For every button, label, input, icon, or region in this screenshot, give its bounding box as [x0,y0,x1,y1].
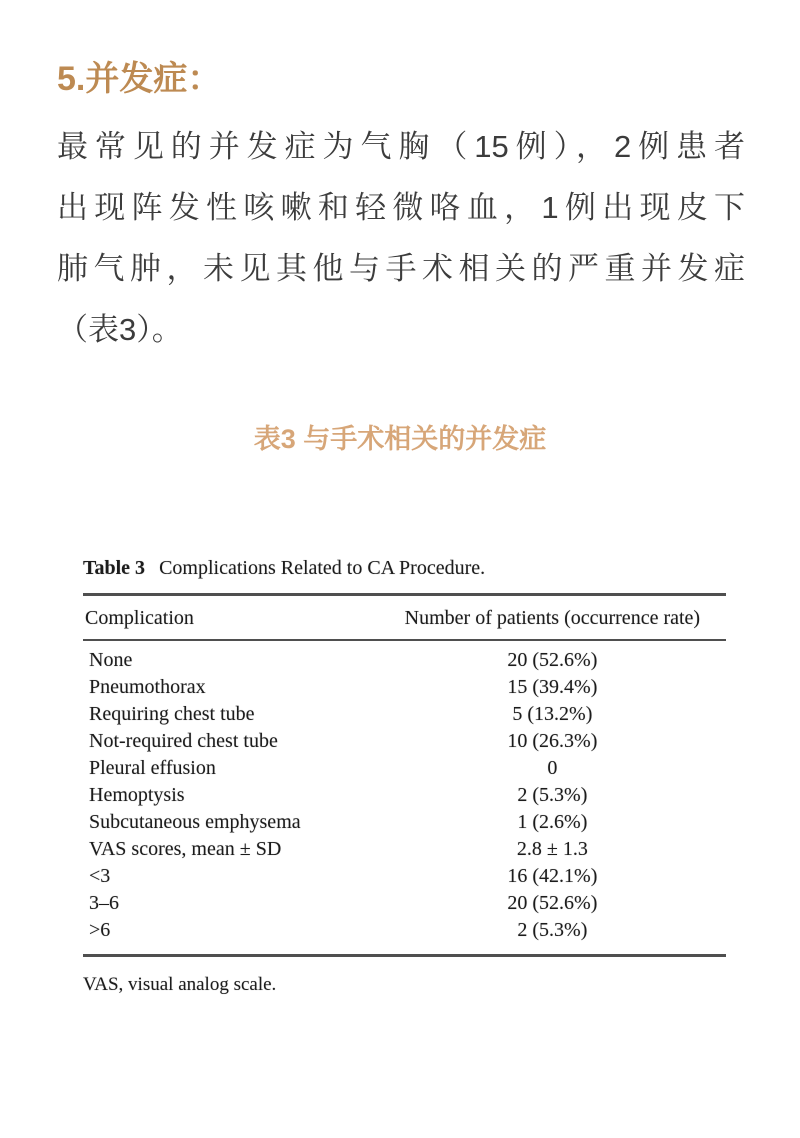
cell-complication: Not-required chest tube [89,730,278,752]
cell-value: 2.8 ± 1.3 [516,838,588,860]
cell-value: 2 (5.3%) [517,919,588,941]
cell-value: 16 (42.1%) [507,865,598,887]
table-header-row [83,596,726,639]
table-caption [83,556,726,580]
table-row [83,701,726,728]
cell-complication: Pneumothorax [89,676,206,698]
table-subtitle-cn: 表3 与手术相关的并发症 [253,424,547,454]
cell-value: 2 (5.3%) [517,784,588,806]
table-body [83,641,726,954]
table-row [83,809,726,836]
cell-complication: <3 [89,865,111,887]
cell-complication: Pleural effusion [89,757,216,779]
table-row [83,728,726,755]
paragraph-line: （表3）。 [57,312,183,347]
cell-value: 1 (2.6%) [517,811,588,833]
cell-complication: Subcutaneous emphysema [89,811,301,833]
paragraph-line: 最常见的并发症为气胸（15例），2例患者 [57,129,745,164]
column-header-number-of-patients: Number of patients (occurrence rate) [404,607,701,629]
cell-complication: Requiring chest tube [89,703,255,725]
column-header-complication: Complication [85,607,194,629]
cell-complication: Hemoptysis [89,784,185,806]
cell-complication: None [89,649,133,671]
table-caption-label: Table 3 [83,557,146,579]
table-row [83,647,726,674]
table-row [83,917,726,944]
body-paragraph [57,116,745,360]
cell-value: 20 (52.6%) [507,892,598,914]
cell-value: 20 (52.6%) [507,649,598,671]
cell-value: 15 (39.4%) [507,676,598,698]
table-row [83,863,726,890]
cell-value: 10 (26.3%) [507,730,598,752]
table-row [83,890,726,917]
table-row [83,674,726,701]
paragraph-line: 出现阵发性咳嗽和轻微咯血，1例出现皮下 [57,190,745,225]
table-caption-text: Complications Related to CA Procedure. [159,557,486,579]
paragraph-line: 肺气肿，未见其他与手术相关的严重并发症 [57,251,745,286]
cell-value: 0 [547,757,558,779]
table-row [83,836,726,863]
table-row [83,755,726,782]
table-rule-bottom [83,954,726,957]
table-row [83,782,726,809]
table-footnote: VAS, visual analog scale. [83,974,277,995]
cell-complication: 3–6 [89,892,119,914]
section-heading: 5.并发症： [57,60,222,98]
cell-complication: VAS scores, mean ± SD [89,838,282,860]
scanned-table-figure [83,556,726,996]
cell-complication: >6 [89,919,111,941]
cell-value: 5 (13.2%) [512,703,593,725]
